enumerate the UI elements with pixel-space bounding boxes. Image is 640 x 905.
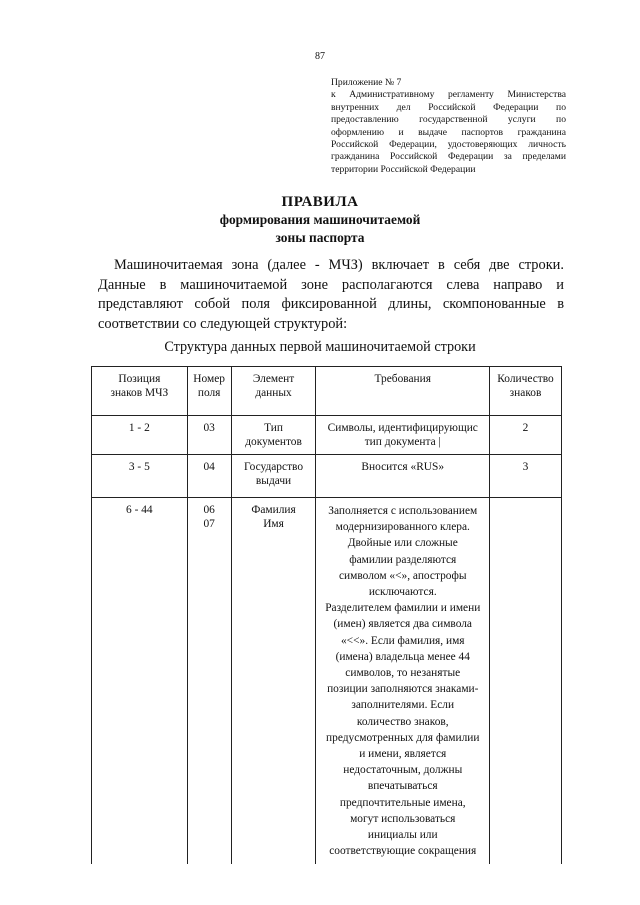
cell-text: 07 bbox=[203, 518, 215, 530]
cell-text: предусмотренных для фамилии bbox=[326, 731, 480, 744]
cell-text: Государство bbox=[244, 461, 304, 473]
cell-data-element bbox=[231, 498, 316, 865]
header-text: Номер bbox=[193, 373, 225, 385]
cell-text: Тип bbox=[264, 422, 283, 434]
cell-text: тип документа | bbox=[364, 436, 441, 448]
cell-field-number bbox=[187, 498, 231, 865]
cell-text: исключаются. bbox=[368, 586, 437, 599]
cell-text: предпочтительные имена, bbox=[339, 796, 466, 809]
table-caption: Структура данных первой машиночитаемой строки bbox=[164, 339, 476, 355]
header-data-element bbox=[231, 367, 316, 416]
cell-text: выдачи bbox=[255, 475, 292, 487]
intro-line: Данные в машиночитаемой зоне располагаются слева направо и bbox=[98, 276, 564, 293]
mrz-structure-table bbox=[91, 366, 562, 864]
annex-line: предоставлению государственной услуги по bbox=[331, 114, 566, 126]
intro-line: соответствии со следующей структурой: bbox=[98, 315, 348, 332]
cell-text: фамилии разделяются bbox=[349, 553, 457, 566]
cell-text: Символы, идентифицирующис bbox=[327, 422, 478, 434]
annex-line: Приложение № 7 bbox=[331, 77, 402, 88]
annex-line: внутренних дел Российской Федерации по bbox=[331, 101, 566, 113]
cell-text: символом «<», апострофы bbox=[338, 569, 467, 582]
annex-line: гражданина Российской Федерации за пределами bbox=[331, 151, 566, 163]
cell-requirements bbox=[316, 498, 490, 865]
header-requirements bbox=[316, 367, 490, 416]
cell-text: соответствующие сокращения bbox=[329, 845, 477, 858]
header-text: Позиция bbox=[118, 373, 161, 385]
cell-text: Имя bbox=[263, 518, 284, 530]
page-number: 87 bbox=[315, 51, 325, 62]
cell-position: 6 - 44 bbox=[92, 498, 188, 865]
cell-text: Заполняется с использованием bbox=[328, 505, 478, 517]
table-row bbox=[92, 498, 562, 865]
cell-requirements bbox=[316, 416, 490, 455]
header-text: поля bbox=[197, 387, 221, 399]
intro-line: представляют собой поля фиксированной длины, скомпонованные в bbox=[98, 296, 564, 312]
cell-data-element bbox=[231, 455, 316, 498]
cell-text: инициалы или bbox=[367, 829, 438, 842]
annex-line: территории Российской Федерации bbox=[331, 163, 476, 175]
cell-text: символов, то незанятые bbox=[345, 667, 461, 680]
cell-char-count: 2 bbox=[490, 416, 562, 455]
cell-text: заполнителями. Если bbox=[351, 699, 455, 712]
cell-data-element bbox=[231, 416, 316, 455]
intro-paragraph bbox=[98, 256, 564, 334]
cell-text: Вносится «RUS» bbox=[361, 461, 445, 473]
intro-line: Машиночитаемая зона (далее - МЧЗ) включает в себя две строки. bbox=[114, 257, 564, 273]
cell-text: модернизированного клера. bbox=[335, 521, 470, 534]
cell-field-number: 03 bbox=[187, 416, 231, 455]
cell-text: 06 bbox=[203, 504, 215, 516]
title-main: ПРАВИЛА bbox=[281, 194, 359, 210]
cell-char-count bbox=[490, 498, 562, 865]
table-row bbox=[92, 416, 562, 455]
cell-text: (имен) является два символа bbox=[333, 618, 472, 631]
header-field-number bbox=[187, 367, 231, 416]
annex-line: Российской Федерации, удостоверяющих личность bbox=[331, 139, 566, 151]
cell-text: позиции заполняются знаками- bbox=[327, 683, 479, 696]
cell-text: и имени, является bbox=[359, 748, 447, 761]
table-header-row bbox=[92, 367, 562, 416]
cell-requirements bbox=[316, 455, 490, 498]
cell-text: количество знаков, bbox=[356, 715, 449, 728]
annex-line: к Административному регламенту Министерства bbox=[331, 89, 566, 101]
annex-line: оформлению и выдаче паспортов гражданина bbox=[331, 126, 566, 138]
header-text: знаков bbox=[509, 387, 542, 399]
header-text: Количество bbox=[497, 373, 554, 385]
title-sub-line-2: зоны паспорта bbox=[275, 230, 365, 245]
header-text: Требования bbox=[374, 373, 431, 385]
cell-position: 3 - 5 bbox=[92, 455, 188, 498]
document-title bbox=[0, 193, 640, 247]
table-row bbox=[92, 455, 562, 498]
header-text: знаков МЧЗ bbox=[110, 387, 169, 399]
cell-text: «<<». Если фамилия, имя bbox=[340, 634, 465, 647]
annex-block bbox=[331, 77, 566, 176]
title-sub-line-1: формирования машиночитаемой bbox=[219, 212, 421, 227]
cell-position: 1 - 2 bbox=[92, 416, 188, 455]
cell-text: Двойные или сложные bbox=[347, 537, 458, 550]
cell-char-count: 3 bbox=[490, 455, 562, 498]
cell-text: Фамилия bbox=[251, 504, 296, 516]
cell-text: Разделителем фамилии и имени bbox=[325, 602, 481, 615]
cell-text: впечатываться bbox=[367, 780, 438, 793]
header-text: Элемент bbox=[252, 373, 295, 385]
cell-text: документов bbox=[245, 436, 302, 448]
cell-field-number: 04 bbox=[187, 455, 231, 498]
header-text: данных bbox=[255, 387, 292, 399]
cell-text: (имена) владельца менее 44 bbox=[335, 650, 470, 663]
cell-text: недостаточным, должны bbox=[343, 764, 463, 777]
header-char-count bbox=[490, 367, 562, 416]
cell-text: могут использоваться bbox=[350, 812, 456, 825]
header-position bbox=[92, 367, 188, 416]
